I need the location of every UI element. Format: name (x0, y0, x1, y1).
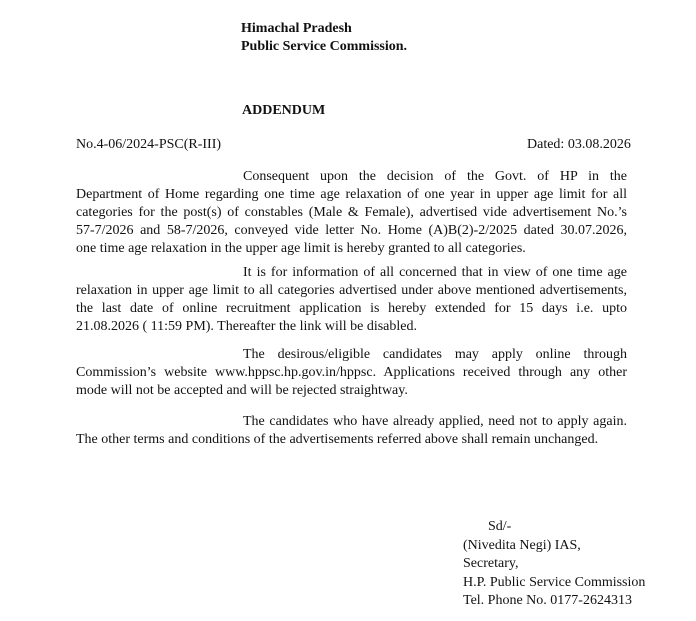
paragraph-line: The desirous/eligible candidates may apply online through (243, 347, 627, 362)
paragraph-line: Consequent upon the decision of the Govt. of HP in the (243, 169, 627, 184)
paragraph-line: the last date of online recruitment application is hereby extended for 15 days i.e. upto (76, 301, 627, 316)
paragraph-line: 21.08.2026 ( 11:59 PM). Thereafter the link will be disabled. (76, 319, 417, 334)
paragraph-line: Commission’s website www.hppsc.hp.gov.in/hppsc. Applications received through any other (76, 365, 627, 380)
paragraph-4 (76, 413, 627, 449)
paragraph-line: 57-7/2026 and 58-7/2026, conveyed vide letter No. Home (A)B(2)-2/2025 dated 30.07.2026, (76, 223, 627, 238)
signatory-designation: Secretary, (463, 556, 519, 571)
paragraph-line: The other terms and conditions of the advertisements referred above shall remain unchanged. (76, 432, 599, 447)
letterhead-line-2: Public Service Commission. (241, 39, 408, 54)
signature-block (463, 518, 645, 611)
letterhead-line-1: Himachal Pradesh (241, 21, 352, 36)
signature-sd: Sd/- (488, 519, 512, 534)
signatory-office: H.P. Public Service Commission (463, 574, 646, 590)
paragraph-line: mode will not be accepted and will be rejected straightway. (76, 383, 408, 398)
paragraph-line: It is for information of all concerned that in view of one time age (243, 265, 627, 280)
signatory-phone: Tel. Phone No. 0177-2624313 (463, 593, 632, 608)
paragraph-line: The candidates who have already applied, need not to apply again. (243, 414, 627, 429)
paragraph-3 (76, 346, 627, 400)
paragraph-1 (76, 168, 627, 258)
document-title: ADDENDUM (242, 103, 326, 118)
paragraph-line: relaxation in upper age limit to all categories advertised under above mentioned advertisements, (76, 283, 627, 298)
paragraph-line: one time age relaxation in the upper age limit is hereby granted to all categories. (76, 241, 526, 256)
paragraph-line: categories for the post(s) of constables (Male & Female), advertised vide advertisement No.’s (76, 205, 627, 220)
signatory-name: (Nivedita Negi) IAS, (463, 537, 581, 553)
paragraph-2 (76, 264, 627, 336)
document-date: Dated: 03.08.2026 (527, 137, 631, 152)
reference-number: No.4-06/2024-PSC(R-III) (76, 137, 222, 152)
letterhead (241, 20, 407, 56)
paragraph-line: Department of Home regarding one time age relaxation of one year in upper age limit for all (76, 187, 627, 202)
